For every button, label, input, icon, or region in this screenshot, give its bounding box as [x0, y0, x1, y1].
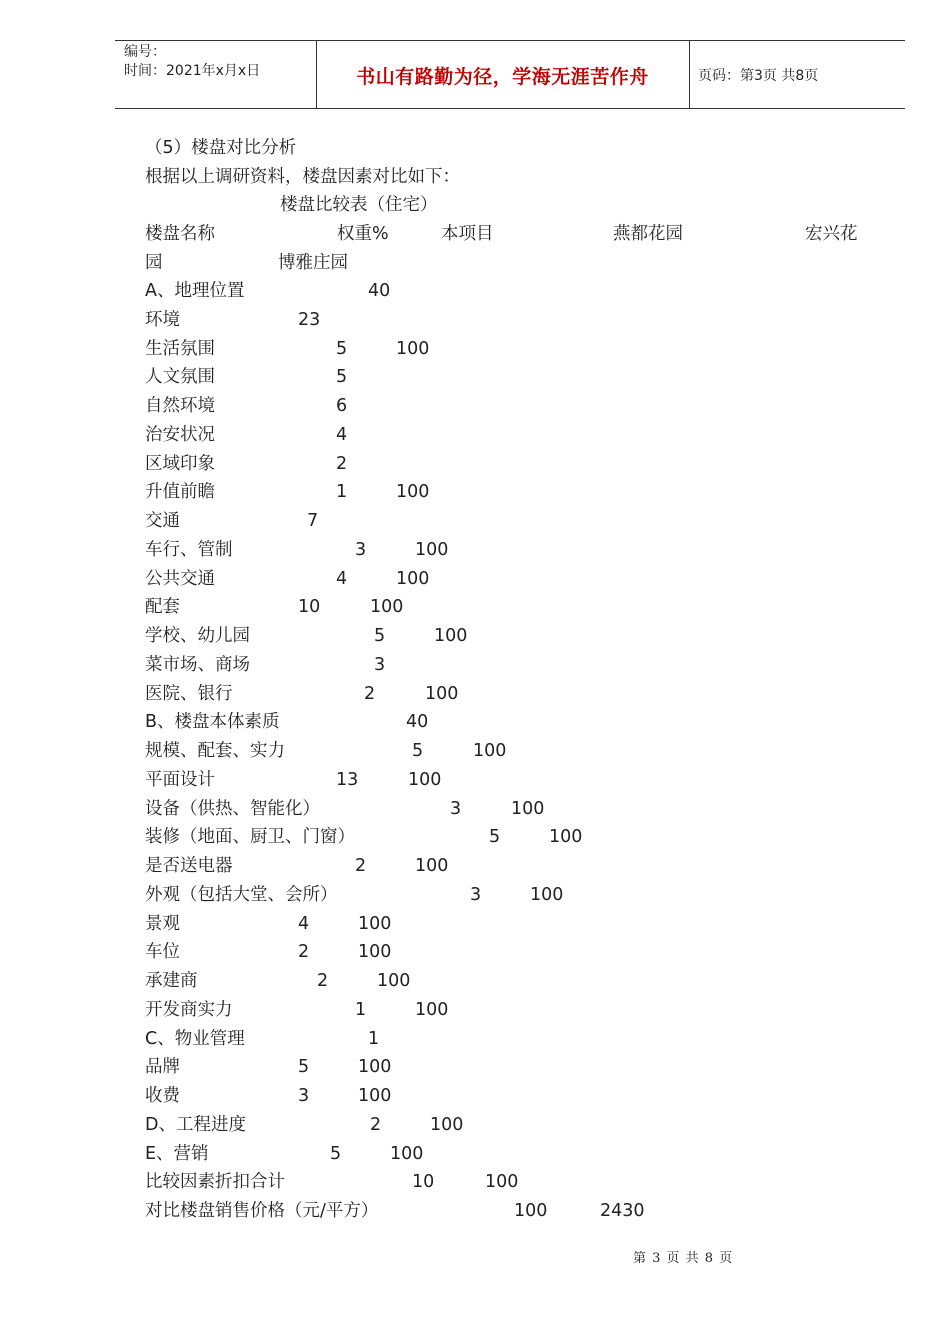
header-date: 时间：2021年x月x日 — [124, 63, 261, 79]
row-weight: 5 — [298, 1057, 310, 1078]
row-value: 100 — [396, 338, 430, 359]
row-value: 100 — [425, 683, 459, 704]
row-value: 2430 — [600, 1201, 645, 1221]
row-value: 100 — [530, 884, 564, 905]
row-label: 是否送电器 — [145, 856, 233, 876]
row-label: 生活氛围 — [145, 338, 215, 359]
row-label: 外观（包括大堂、会所） — [145, 884, 338, 905]
row-label: 规模、配套、实力 — [145, 741, 285, 761]
row-label: 人文氛围 — [145, 367, 215, 388]
header-page-number: 页码：第3页 共8页 — [698, 68, 819, 84]
row-value: 100 — [415, 999, 449, 1020]
row-label: 设备（供热、智能化） — [145, 798, 320, 819]
column-header-name: 楼盘名称 — [145, 224, 215, 244]
row-label: 升值前瞻 — [145, 482, 215, 503]
row-label: 品牌 — [145, 1057, 180, 1078]
row-label: 区域印象 — [145, 453, 215, 474]
row-value: 100 — [370, 597, 404, 618]
section-title: （5）楼盘对比分析 — [145, 138, 297, 158]
row-weight: 2 — [317, 971, 329, 991]
row-value: 100 — [415, 856, 449, 876]
row-value: 100 — [396, 482, 430, 503]
column-header-hongxing-wrap: 园 — [145, 253, 163, 273]
row-weight: 1 — [355, 999, 367, 1020]
row-label: 比较因素折扣合计 — [145, 1172, 285, 1193]
row-value: 100 — [511, 798, 545, 819]
row-weight: 3 — [470, 884, 482, 905]
row-weight: 40 — [368, 281, 391, 301]
row-weight: 5 — [412, 741, 424, 761]
row-label: A、地理位置 — [145, 281, 245, 301]
row-label: 治安状况 — [145, 424, 215, 445]
row-weight: 40 — [406, 712, 429, 733]
header-divider — [689, 41, 690, 108]
column-header-hongxing: 宏兴花 — [805, 224, 858, 244]
row-value: 100 — [358, 1086, 392, 1106]
page-footer: 第 3 页 共 8 页 — [633, 1251, 734, 1266]
row-weight: 100 — [514, 1201, 548, 1221]
row-weight: 4 — [336, 568, 348, 589]
row-value: 100 — [549, 827, 583, 848]
row-label: 环境 — [145, 309, 180, 330]
row-weight: 13 — [336, 769, 359, 790]
column-header-yandu: 燕都花园 — [613, 224, 683, 244]
row-value: 100 — [485, 1172, 519, 1193]
row-label: D、工程进度 — [145, 1114, 246, 1135]
row-weight: 3 — [298, 1086, 310, 1106]
row-weight: 5 — [374, 626, 386, 646]
column-header-weight: 权重% — [337, 224, 389, 244]
row-weight: 3 — [374, 654, 386, 675]
row-weight: 2 — [298, 942, 310, 963]
row-weight: 2 — [336, 453, 348, 474]
row-weight: 10 — [298, 597, 321, 618]
row-weight: 10 — [412, 1172, 435, 1193]
row-weight: 5 — [330, 1143, 342, 1164]
row-label: 对比楼盘销售价格（元/平方） — [145, 1201, 379, 1221]
row-value: 100 — [473, 741, 507, 761]
row-label: 收费 — [145, 1086, 180, 1106]
header-motto: 书山有路勤为径，学海无涯苦作舟 — [356, 66, 649, 88]
row-value: 100 — [358, 942, 392, 963]
row-value: 100 — [415, 539, 449, 560]
row-weight: 1 — [368, 1028, 380, 1049]
row-weight: 3 — [355, 539, 367, 560]
row-label: 自然环境 — [145, 396, 215, 416]
row-weight: 1 — [336, 482, 348, 503]
page-header — [115, 40, 905, 109]
row-label: E、营销 — [145, 1143, 209, 1164]
column-header-this-project: 本项目 — [441, 224, 494, 244]
row-label: 开发商实力 — [145, 999, 233, 1020]
row-label: 公共交通 — [145, 568, 215, 589]
table-caption: 楼盘比较表（住宅） — [280, 195, 438, 215]
row-label: B、楼盘本体素质 — [145, 712, 280, 733]
row-weight: 5 — [336, 338, 348, 359]
row-value: 100 — [430, 1114, 464, 1135]
row-label: 配套 — [145, 597, 180, 618]
row-value: 100 — [434, 626, 468, 646]
intro-text: 根据以上调研资料，楼盘因素对比如下： — [145, 167, 460, 187]
row-value: 100 — [408, 769, 442, 790]
row-weight: 5 — [336, 367, 348, 388]
row-weight: 2 — [355, 856, 367, 876]
serial-number: 编号： — [124, 44, 166, 60]
row-weight: 6 — [336, 396, 348, 416]
row-weight: 2 — [364, 683, 376, 704]
row-value: 100 — [377, 971, 411, 991]
row-label: 装修（地面、厨卫、门窗） — [145, 827, 355, 848]
row-label: 车行、管制 — [145, 539, 233, 560]
row-label: 医院、银行 — [145, 683, 233, 704]
row-weight: 3 — [450, 798, 462, 819]
row-weight: 23 — [298, 309, 321, 330]
row-value: 100 — [358, 913, 392, 934]
row-weight: 2 — [370, 1114, 382, 1135]
row-label: 菜市场、商场 — [145, 654, 250, 675]
row-weight: 4 — [336, 424, 348, 445]
row-value: 100 — [390, 1143, 424, 1164]
row-label: 学校、幼儿园 — [145, 626, 250, 646]
row-label: 承建商 — [145, 971, 198, 991]
row-label: C、物业管理 — [145, 1028, 245, 1049]
row-label: 平面设计 — [145, 769, 215, 790]
row-label: 交通 — [145, 511, 180, 531]
row-label: 景观 — [145, 913, 180, 934]
row-label: 车位 — [145, 942, 180, 963]
row-weight: 5 — [489, 827, 501, 848]
column-header-boya: 博雅庄园 — [278, 253, 348, 273]
row-weight: 7 — [307, 511, 319, 531]
row-value: 100 — [396, 568, 430, 589]
row-value: 100 — [358, 1057, 392, 1078]
row-weight: 4 — [298, 913, 310, 934]
